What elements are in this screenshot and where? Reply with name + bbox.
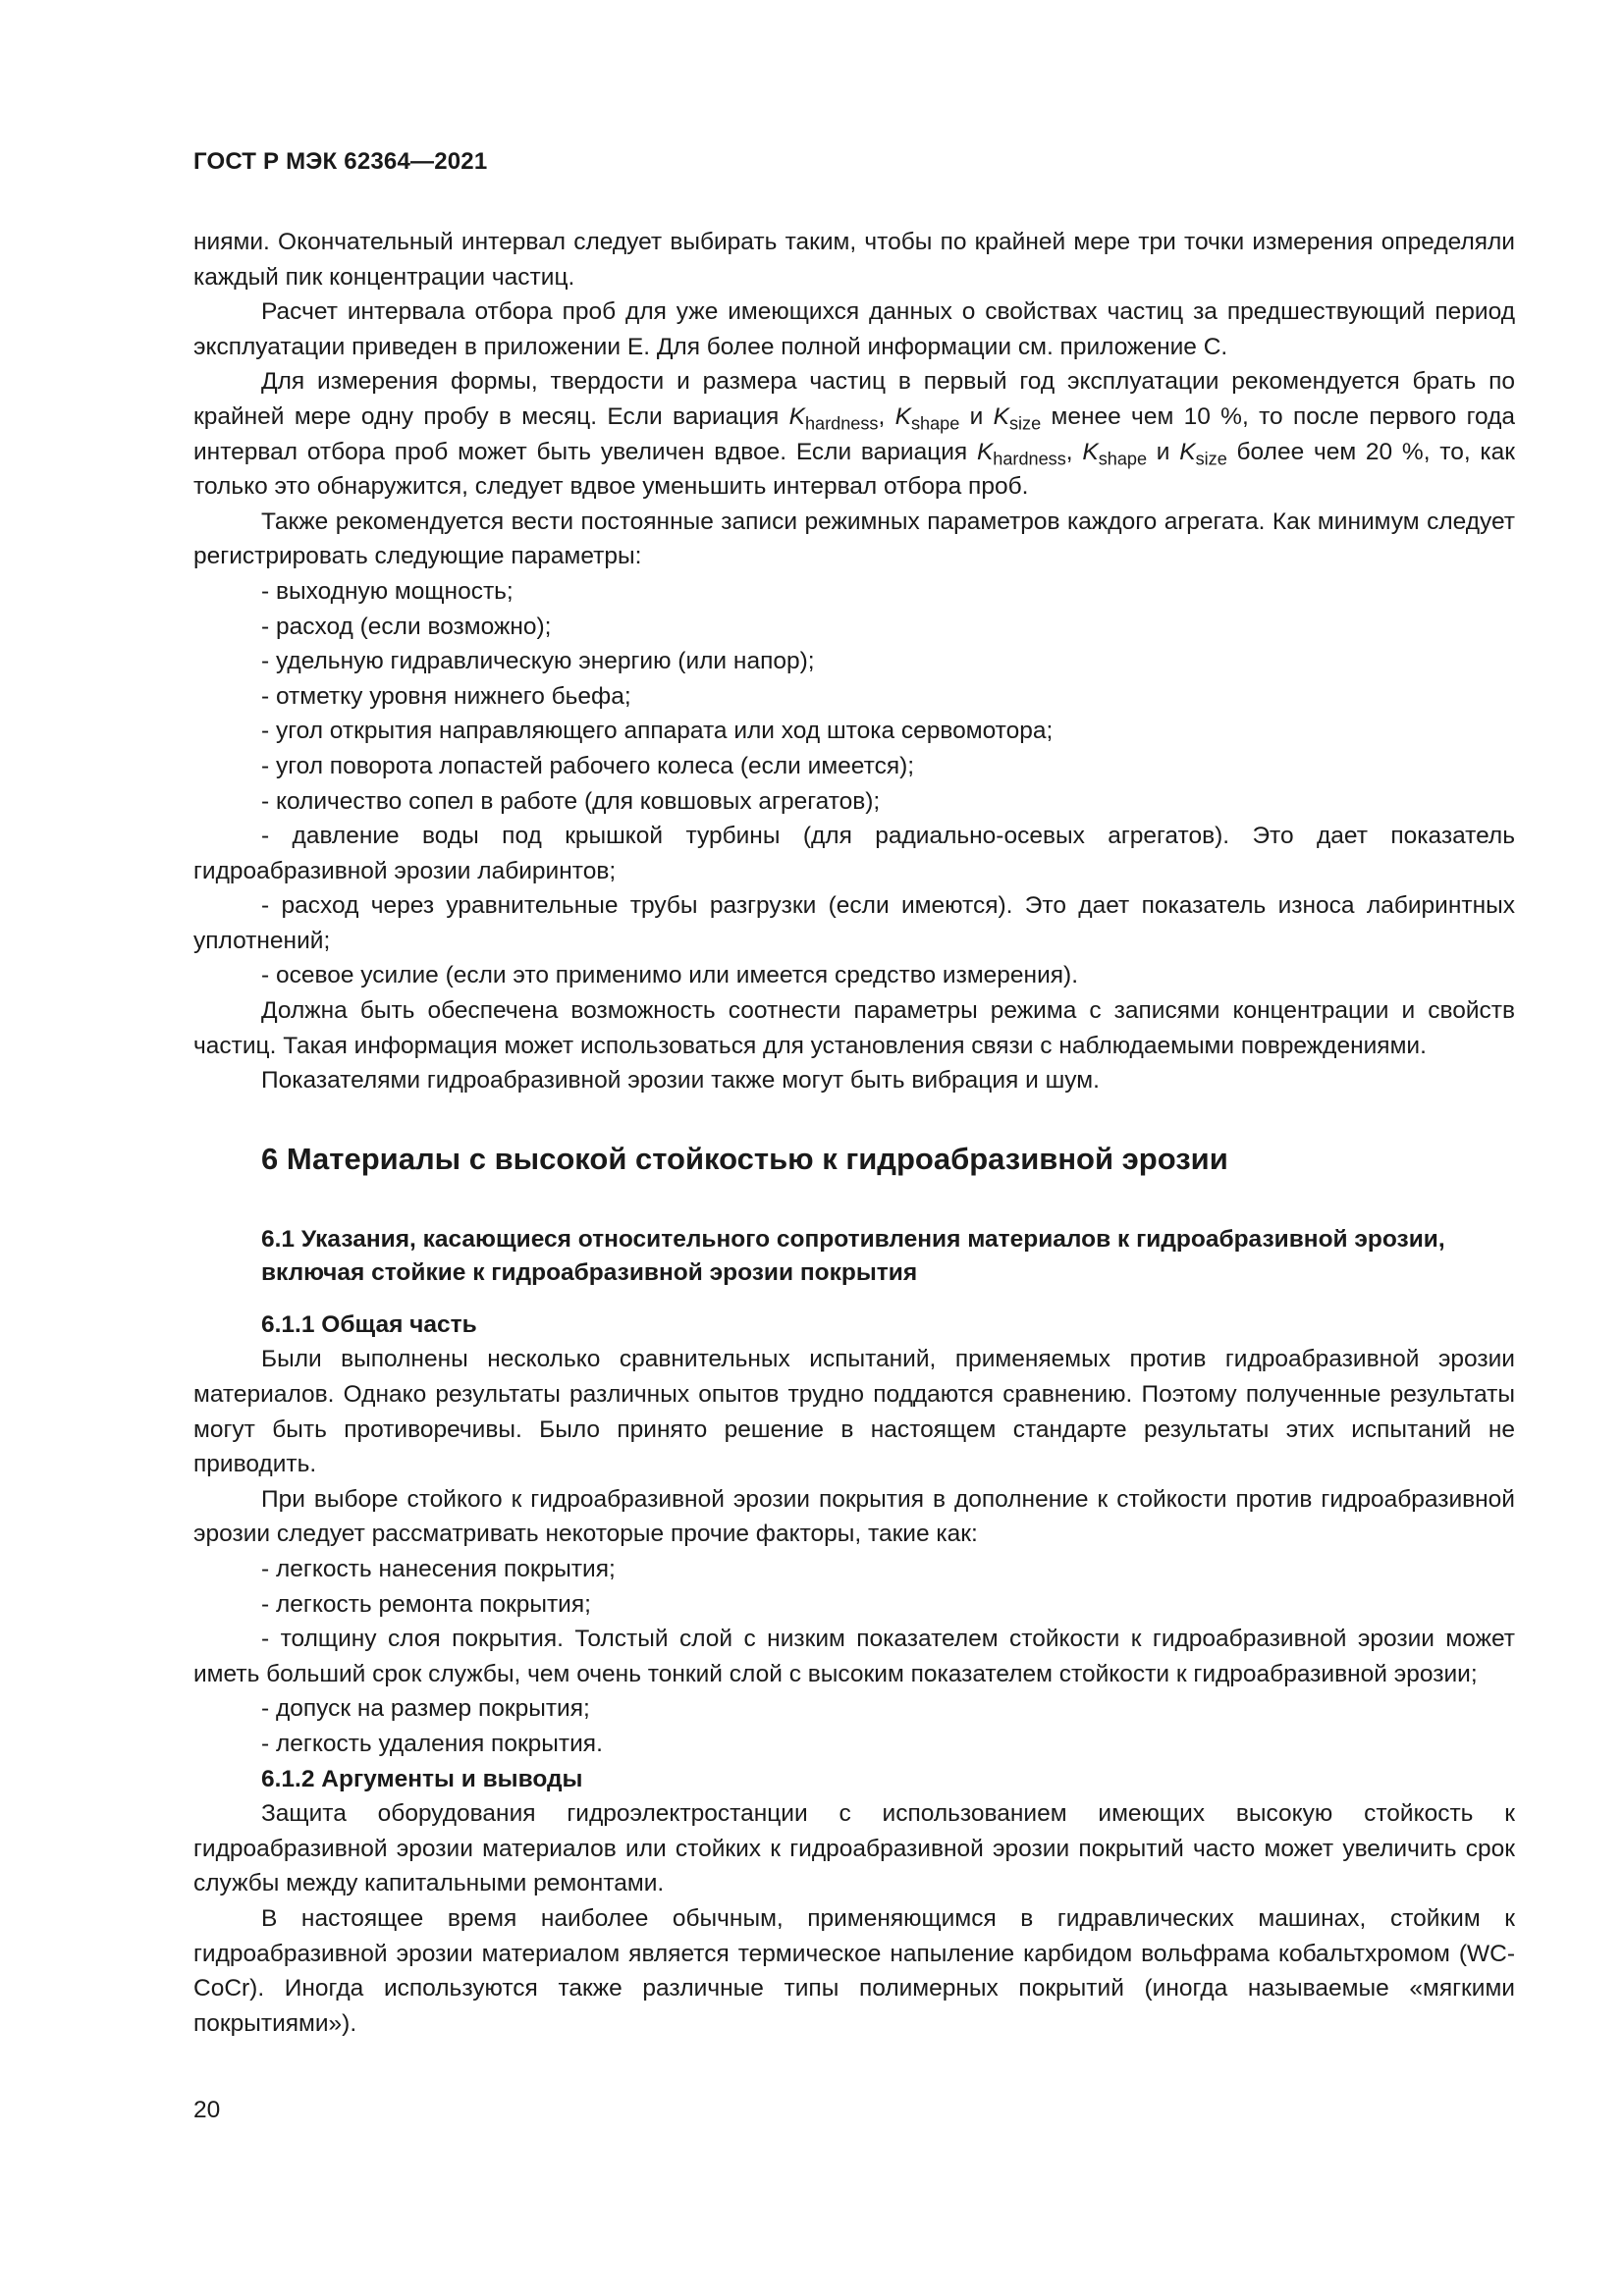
list-item: - легкость ремонта покрытия; bbox=[261, 1590, 591, 1618]
paragraph: Должна быть обеспечена возможность соотнести параметры режима с записями концентрации и свойств частиц. Такая информация может использоваться для установления связи с наблюдаемыми повреждениями. bbox=[193, 997, 1515, 1059]
list-item: - угол открытия направляющего аппарата или ход штока сервомотора; bbox=[261, 718, 1054, 745]
list-item: - легкость удаления покрытия. bbox=[261, 1730, 603, 1757]
list-item: - толщину слоя покрытия. Толстый слой с низким показателем стойкости к гидроабразивной эрозии может иметь больший срок службы, чем очень тонкий слой с высоким показателем стойкости к гидроабразивной эрозии; bbox=[193, 1626, 1515, 1687]
list-item: - осевое усилие (если это применимо или имеется средство измерения). bbox=[261, 962, 1078, 989]
subsubsection-heading: 6.1.2 Аргументы и выводы bbox=[261, 1765, 583, 1792]
list-item: - легкость нанесения покрытия; bbox=[261, 1556, 616, 1582]
list-item: - давление воды под крышкой турбины (для радиально-осевых агрегатов). Это дает показатель гидроабразивной эрозии лабиринтов; bbox=[193, 823, 1515, 884]
paragraph: Расчет интервала отбора проб для уже имеющихся данных о свойствах частиц за предшествующий период эксплуатации приведен в приложении Е. Для более полной информации см. приложение С. bbox=[193, 298, 1515, 360]
list-item: - угол поворота лопастей рабочего колеса (если имеется); bbox=[261, 752, 915, 779]
paragraph: Также рекомендуется вести постоянные записи режимных параметров каждого агрегата. Как минимум следует регистрировать следующие параметры: bbox=[193, 507, 1515, 570]
paragraph: Были выполнены несколько сравнительных испытаний, применяемых против гидроабразивной эрозии материалов. Однако результаты различных опытов трудно поддаются сравнению. Поэтому полученные результаты могут быть противоречивы. Было принято решение в настоящем стандарте результаты этих испытаний не приводить. bbox=[193, 1346, 1515, 1478]
list-item: - допуск на размер покрытия; bbox=[261, 1695, 590, 1723]
paragraph: Защита оборудования гидроэлектростанции с использованием имеющих высокую стойкость к гидроабразивной эрозии материалов или стойких к гидроабразивной эрозии покрытий часто может увеличить срок службы между капитальными ремонтами. bbox=[193, 1800, 1515, 1897]
subsection-heading: 6.1 Указания, касающиеся относительного сопротивления материалов к гидроабразивной эрозии, включая стойкие к гидроабразивной эрозии покрытия bbox=[261, 1225, 1445, 1286]
paragraph: ниями. Окончательный интервал следует выбирать таким, чтобы по крайней мере три точки измерения определяли каждый пик концентрации частиц. bbox=[193, 229, 1515, 291]
section-heading: 6 Материалы с высокой стойкостью к гидроабразивной эрозии bbox=[261, 1141, 1228, 1176]
list-item: - расход (если возможно); bbox=[261, 613, 552, 640]
subsubsection-heading: 6.1.1 Общая часть bbox=[261, 1310, 477, 1338]
list-item: - выходную мощность; bbox=[261, 577, 514, 605]
list-item: - удельную гидравлическую энергию (или напор); bbox=[261, 648, 815, 675]
document-body bbox=[193, 225, 1515, 2041]
paragraph-k-variation: Для измерения формы, твердости и размера частиц в первый год эксплуатации рекомендуется брать по крайней мере одну пробу в месяц. Если вариация $K_{hardness}$, $K_{shape}$ и $K_{size}$ менее чем 10 %, то после первого года интервал отбора проб может быть увеличен вдвое. Если вариация $K_{hardness}$, $K_{shape}$ и $K_{size}$ более чем 20 %, то, как только это обнаружится, следует вдвое уменьшить интервал отбора проб. bbox=[193, 368, 1515, 501]
list-item: - отметку уровня нижнего бьефа; bbox=[261, 682, 631, 710]
paragraph: В настоящее время наиболее обычным, применяющимся в гидравлических машинах, стойким к гидроабразивной эрозии материалом является термическое напыление карбидом вольфрама кобальтхромом (WC-CoCr). Иногда используются также различные типы полимерных покрытий (иногда называемые «мягкими покрытиями»). bbox=[193, 1904, 1515, 2037]
paragraph: Показателями гидроабразивной эрозии также могут быть вибрация и шум. bbox=[261, 1067, 1100, 1095]
paragraph: При выборе стойкого к гидроабразивной эрозии покрытия в дополнение к стойкости против гидроабразивной эрозии следует рассматривать некоторые прочие факторы, такие как: bbox=[193, 1485, 1515, 1548]
page-number: 20 bbox=[193, 2097, 221, 2123]
document-page bbox=[193, 147, 1515, 2041]
standard-header: ГОСТ Р МЭК 62364—2021 bbox=[193, 148, 488, 175]
list-item: - количество сопел в работе (для ковшовых агрегатов); bbox=[261, 787, 881, 815]
list-item: - расход через уравнительные трубы разгрузки (если имеются). Это дает показатель износа лабиринтных уплотнений; bbox=[193, 892, 1515, 954]
